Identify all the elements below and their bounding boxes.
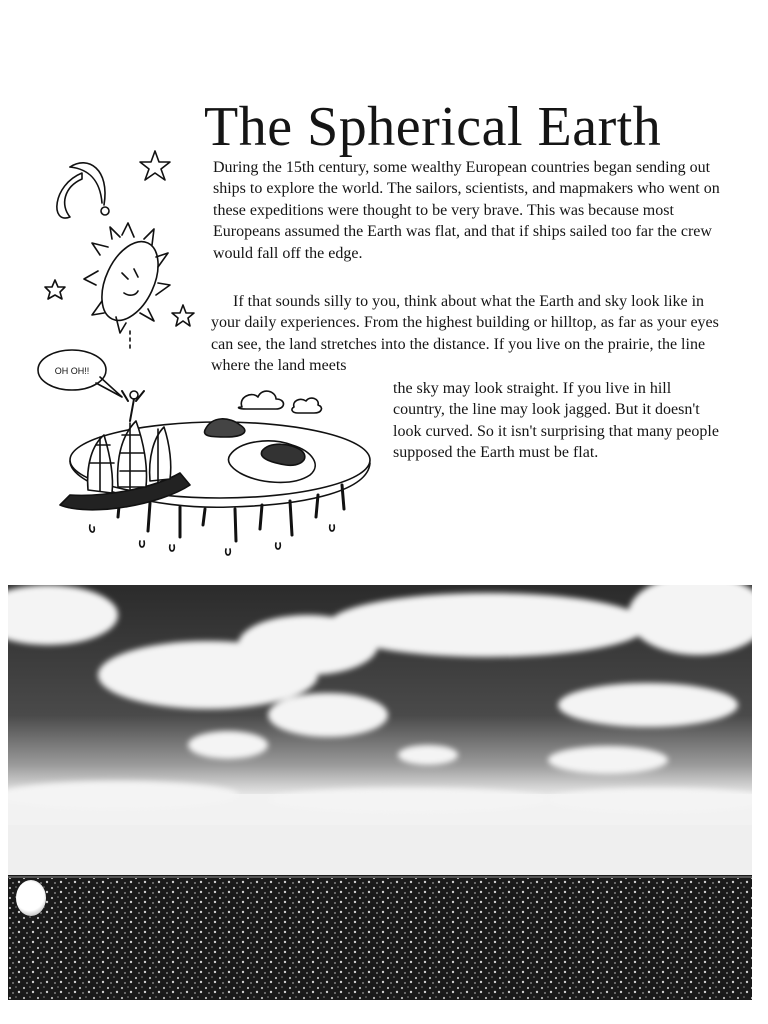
sun-icon [84, 223, 170, 351]
cloud-icon [239, 391, 284, 409]
paragraph-intro: During the 15th century, some wealthy European countries began sending out ships to explore the world. The sailors, scientists, and mapmakers who went on these expeditions were thought to be very brave. This was because most Europeans assumed the Earth was flat, and that if ships sailed too far the crew would fall off the edge. [213, 159, 720, 262]
flat-earth-illustration [30, 145, 380, 575]
ground [8, 875, 752, 1000]
horizon-landscape-photo [8, 585, 752, 1000]
page-title: The Spherical Earth [204, 95, 662, 158]
star-icon [172, 305, 194, 326]
star-icon [45, 280, 65, 299]
paragraph-second-upper: If that sounds silly to you, think about what the Earth and sky look like in your daily experiences. From the highest building or hilltop, as far as your eyes can see, the land stretches into the distance. If you live on the prairie, the line where the land meets [211, 293, 719, 375]
paragraph-second-lower: the sky may look straight. If you live in hill country, the line may look jagged. But it doesn't look curved. So it isn't surprising that many people supposed the Earth must be flat. [393, 380, 719, 462]
speech-bubble-text: OH OH!! [54, 366, 90, 376]
star-icon [140, 151, 170, 180]
binder-hole [16, 880, 46, 916]
speech-bubble [38, 350, 122, 397]
flat-earth-disc [70, 419, 370, 555]
cloud-icon [292, 398, 322, 413]
moon-icon [57, 163, 109, 218]
